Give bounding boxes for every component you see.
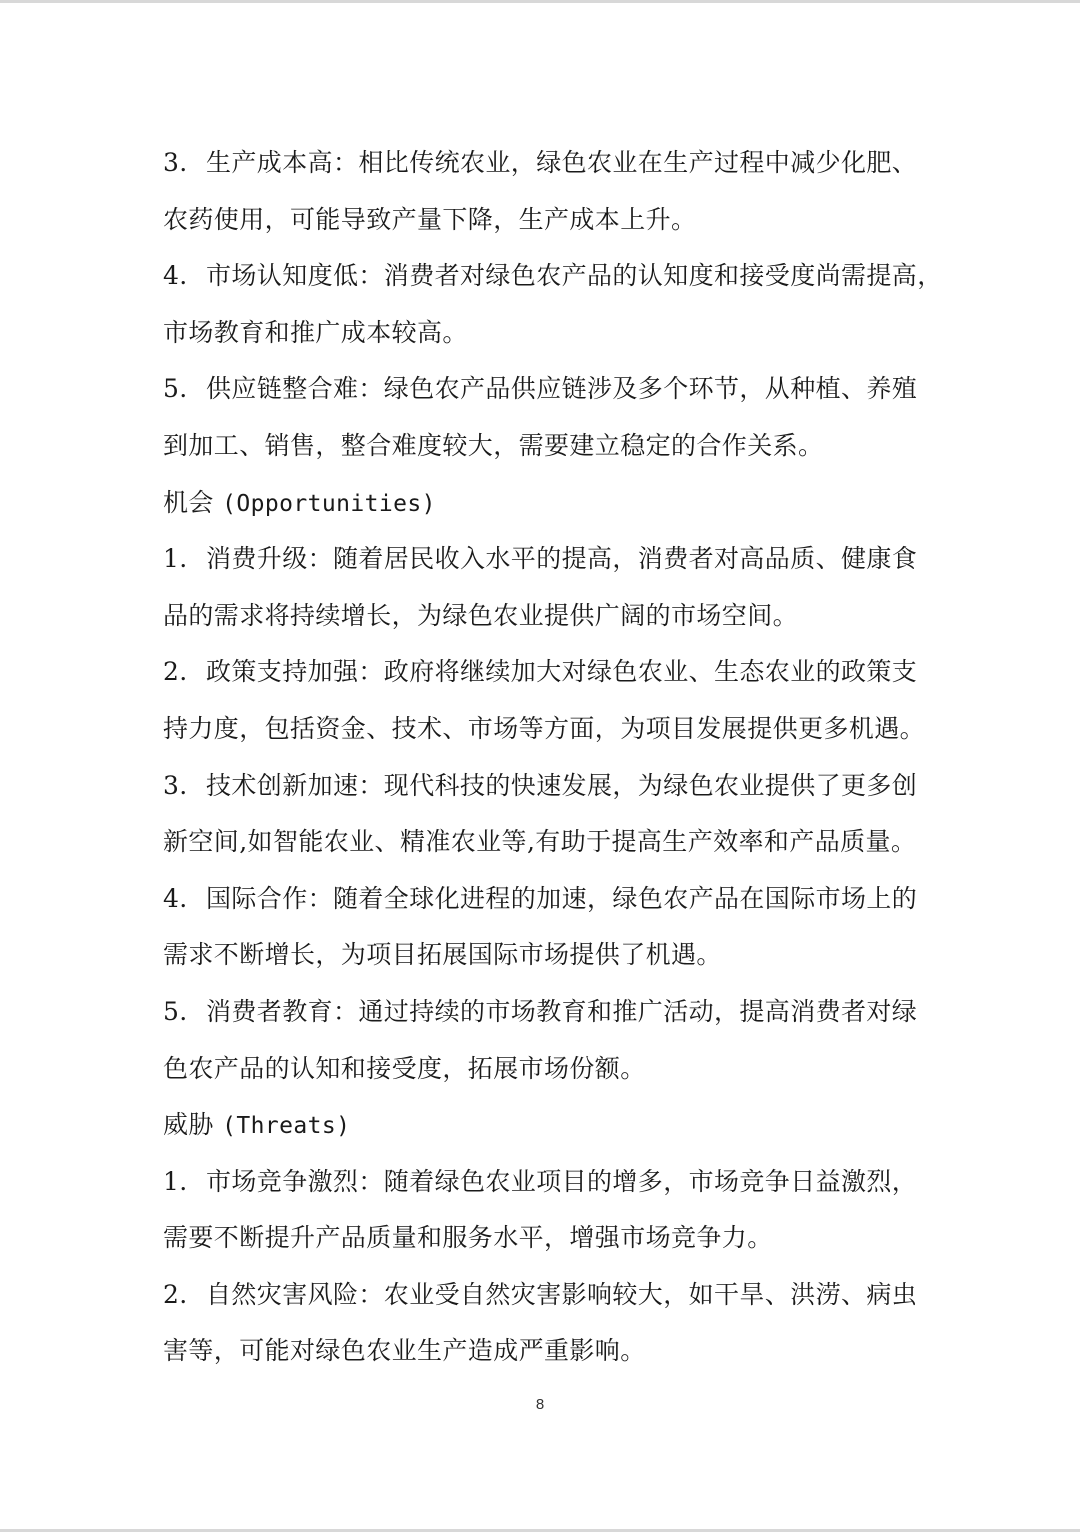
- heading-cn: 机会: [163, 487, 214, 517]
- item-number: 5.: [163, 996, 188, 1026]
- item-text: 消费升级：随着居民收入水平的提高，消费者对高品质、健康食: [206, 544, 918, 574]
- page-top-edge: [0, 0, 1080, 3]
- opportunity-item-4: [163, 871, 923, 984]
- page-number: 8: [535, 1396, 545, 1413]
- weakness-item-4: [163, 248, 943, 361]
- item-number: 5.: [163, 374, 188, 404]
- threat-item-2: [163, 1267, 923, 1380]
- item-text: 政策支持加强：政府将继续加大对绿色农业、生态农业的政策支: [206, 657, 918, 687]
- item-text-cont: 品的需求将持续增长，为绿色农业提供广阔的市场空间。: [163, 600, 799, 630]
- item-number: 1.: [163, 544, 188, 574]
- item-number: 4.: [163, 883, 188, 913]
- item-text: 技术创新加速：现代科技的快速发展，为绿色农业提供了更多创: [206, 770, 918, 800]
- item-text: 消费者教育：通过持续的市场教育和推广活动，提高消费者对绿: [206, 996, 918, 1026]
- item-text-cont: 色农产品的认知和接受度，拓展市场份额。: [163, 1053, 646, 1083]
- item-text-cont: 新空间,如智能农业、精准农业等,有助于提高生产效率和产品质量。: [163, 827, 917, 857]
- heading-en: (Opportunities): [222, 490, 436, 517]
- item-text-cont: 农药使用，可能导致产量下降，生产成本上升。: [163, 204, 697, 234]
- weakness-item-5: [163, 361, 923, 474]
- document-body: [163, 135, 943, 1380]
- item-text: 自然灾害风险：农业受自然灾害影响较大，如干旱、洪涝、病虫: [206, 1279, 918, 1309]
- item-text-cont: 持力度，包括资金、技术、市场等方面，为项目发展提供更多机遇。: [163, 713, 926, 743]
- item-text-cont: 需要不断提升产品质量和服务水平，增强市场竞争力。: [163, 1223, 773, 1253]
- item-text: 供应链整合难：绿色农产品供应链涉及多个环节，从种植、养殖: [206, 374, 918, 404]
- item-text: 市场认知度低：消费者对绿色农产品的认知度和接受度尚需提高，: [206, 261, 943, 291]
- item-number: 1.: [163, 1166, 188, 1196]
- heading-cn: 威胁: [163, 1110, 214, 1140]
- item-text-cont: 到加工、销售，整合难度较大，需要建立稳定的合作关系。: [163, 430, 824, 460]
- item-text-cont: 市场教育和推广成本较高。: [163, 317, 468, 347]
- item-text-cont: 害等，可能对绿色农业生产造成严重影响。: [163, 1336, 646, 1366]
- heading-en: (Threats): [222, 1113, 351, 1140]
- item-text-cont: 需求不断增长，为项目拓展国际市场提供了机遇。: [163, 940, 722, 970]
- threats-heading: [163, 1097, 923, 1154]
- item-number: 3.: [163, 148, 188, 177]
- threat-item-1: [163, 1154, 923, 1267]
- opportunity-item-2: [163, 644, 926, 757]
- opportunity-item-5: [163, 984, 923, 1097]
- weakness-item-3: [163, 135, 923, 248]
- item-text: 生产成本高：相比传统农业，绿色农业在生产过程中减少化肥、: [206, 148, 918, 177]
- opportunities-heading: [163, 475, 923, 532]
- opportunity-item-1: [163, 531, 923, 644]
- item-number: 3.: [163, 770, 188, 800]
- item-text: 国际合作：随着全球化进程的加速，绿色农产品在国际市场上的: [206, 883, 918, 913]
- item-number: 2.: [163, 1279, 188, 1309]
- item-number: 4.: [163, 261, 188, 291]
- item-text: 市场竞争激烈：随着绿色农业项目的增多，市场竞争日益激烈，: [206, 1166, 918, 1196]
- item-number: 2.: [163, 657, 188, 687]
- opportunity-item-3: [163, 758, 923, 871]
